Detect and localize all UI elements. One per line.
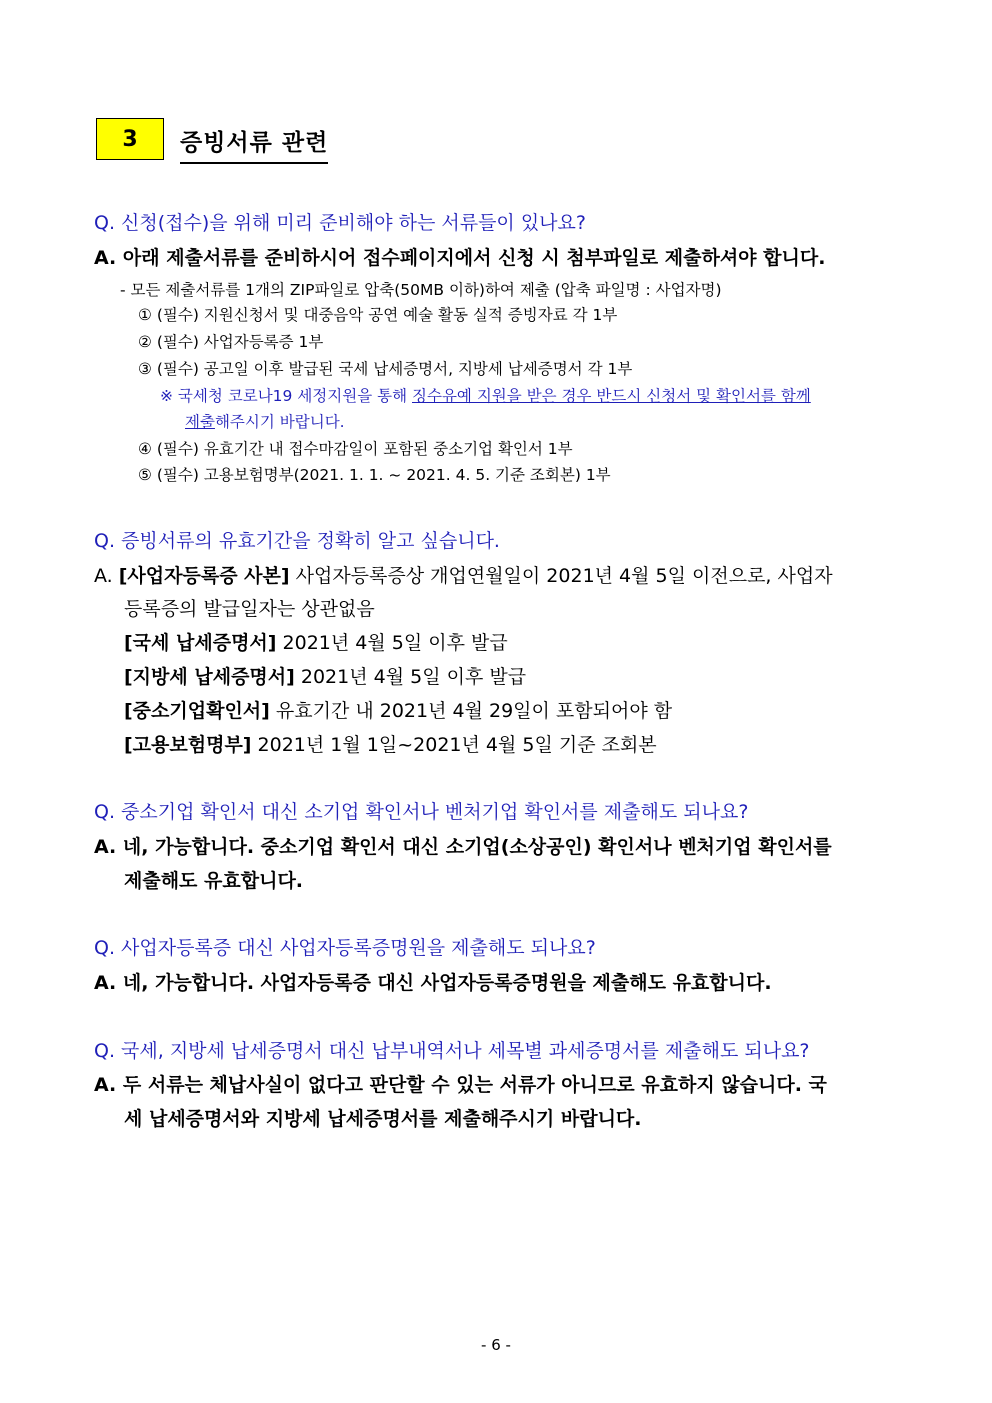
answer-5: A. 두 서류는 체납사실이 없다고 판단할 수 있는 서류가 아니므로 유효하지 않습니다. 국	[94, 1074, 827, 1096]
doc-text: 유효기간 내 2021년 4월 29일이 포함되어야 함	[275, 700, 673, 722]
list-item: ④ (필수) 유효기간 내 접수마감일이 포함된 중소기업 확인서 1부	[138, 440, 573, 458]
question-2: Q. 증빙서류의 유효기간을 정확히 알고 싶습니다.	[94, 530, 500, 552]
doc-label: [사업자등록증 사본]	[118, 565, 290, 587]
question-5: Q. 국세, 지방세 납세증명서 대신 납부내역서나 세목별 과세증명서를 제출해도 되나요?	[94, 1040, 810, 1062]
question-3: Q. 중소기업 확인서 대신 소기업 확인서나 벤처기업 확인서를 제출해도 되나요?	[94, 801, 749, 823]
remark-prefix: ※ 국세청 코로나19 세정지원을 통해	[160, 387, 412, 405]
list-item: ② (필수) 사업자등록증 1부	[138, 333, 324, 351]
doc-label: [국세 납세증명서]	[124, 632, 277, 654]
answer-prefix: A.	[94, 565, 113, 587]
doc-row	[124, 628, 508, 655]
doc-text: 2021년 4월 5일 이후 발급	[300, 666, 527, 688]
answer-2	[94, 561, 833, 588]
remark-link: 징수유예 지원을 받은 경우 반드시 신청서 및 확인서를 함께	[412, 387, 811, 405]
list-item: ① (필수) 지원신청서 및 대중음악 공연 예술 활동 실적 증빙자료 각 1부	[138, 306, 618, 324]
remark-line	[160, 384, 811, 406]
doc-text: 사업자등록증상 개업연월일이 2021년 4월 5일 이전으로, 사업자	[295, 565, 833, 587]
remark-line-2	[185, 410, 345, 432]
answer-3-cont: 제출해도 유효합니다.	[124, 870, 304, 892]
doc-row	[124, 662, 526, 689]
list-item: ③ (필수) 공고일 이후 발급된 국세 납세증명서, 지방세 납세증명서 각 1부	[138, 360, 633, 378]
remark-link-2: 제출	[185, 413, 215, 431]
doc-row	[124, 696, 672, 723]
answer-1: A. 아래 제출서류를 준비하시어 접수페이지에서 신청 시 첨부파일로 제출하셔야 합니다.	[94, 247, 826, 269]
doc-label: [고용보험명부]	[124, 734, 252, 756]
section-number-box: 3	[96, 118, 164, 160]
section-title: 증빙서류 관련	[180, 124, 328, 164]
doc-label: [중소기업확인서]	[124, 700, 270, 722]
answer-4: A. 네, 가능합니다. 사업자등록증 대신 사업자등록증명원을 제출해도 유효합니다.	[94, 972, 772, 994]
remark-suffix: 해주시기 바랍니다.	[214, 413, 345, 431]
doc-text: 2021년 4월 5일 이후 발급	[282, 632, 508, 654]
answer-5-cont: 세 납세증명서와 지방세 납세증명서를 제출해주시기 바랍니다.	[124, 1108, 642, 1130]
list-item: ⑤ (필수) 고용보험명부(2021. 1. 1. ~ 2021. 4. 5. 기준 조회본) 1부	[138, 466, 611, 484]
doc-text: 2021년 1월 1일~2021년 4월 5일 기준 조회본	[257, 734, 657, 756]
question-1: Q. 신청(접수)을 위해 미리 준비해야 하는 서류들이 있나요?	[94, 212, 586, 234]
page-number: - 6 -	[481, 1336, 511, 1354]
answer-3: A. 네, 가능합니다. 중소기업 확인서 대신 소기업(소상공인) 확인서나 벤처기업 확인서를	[94, 836, 832, 858]
answer-1-note: - 모든 제출서류를 1개의 ZIP파일로 압축(50MB 이하)하여 제출 (압축 파일명 : 사업자명)	[120, 281, 722, 299]
doc-label: [지방세 납세증명서]	[124, 666, 295, 688]
answer-2-cont: 등록증의 발급일자는 상관없음	[124, 598, 375, 620]
question-4: Q. 사업자등록증 대신 사업자등록증명원을 제출해도 되나요?	[94, 937, 596, 959]
doc-row	[124, 730, 657, 757]
